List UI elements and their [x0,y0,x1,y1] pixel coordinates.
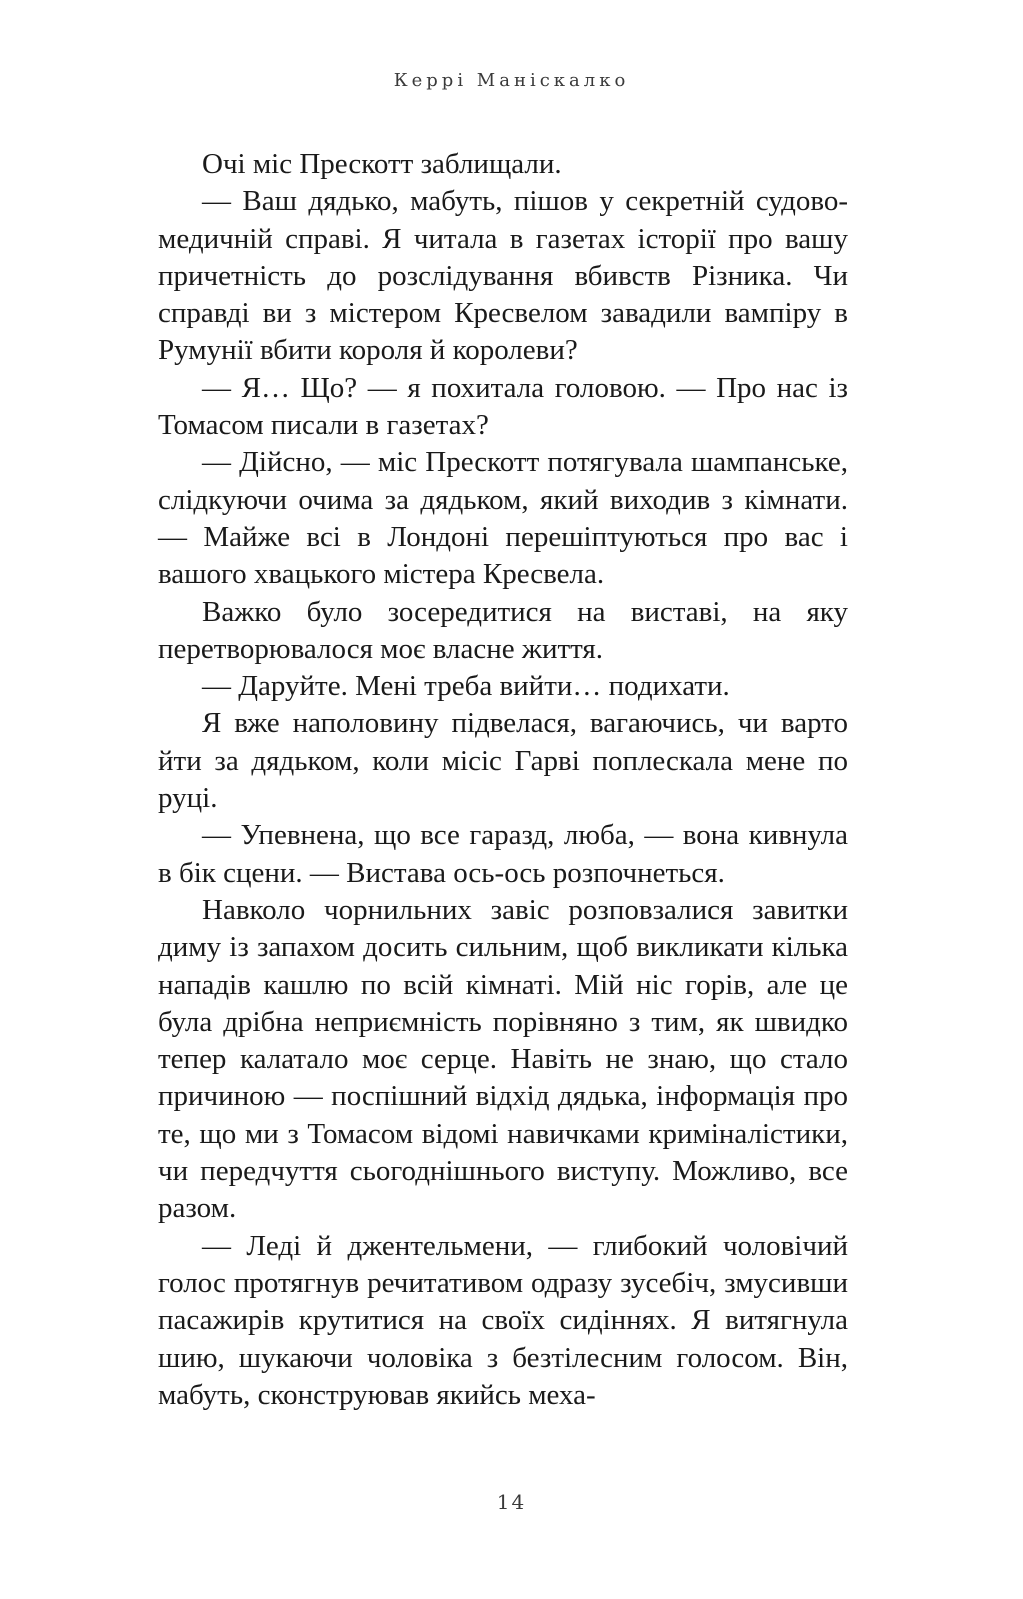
paragraph: — Дійсно, — міс Прескотт потягувала шампанське, слідкуючи очима за дядьком, який виходив з кімнати. — Майже всі в Лондоні перешіптуються про вас і вашого хвацького містера Кресвела. [158,446,848,591]
running-header-author: Керрі Маніскалко [393,70,630,91]
paragraph: Очі міс Прескотт заблищали. [202,148,562,180]
paragraph: — Ваш дядько, мабуть, пішов у секретній судово-медичній справі. Я читала в газетах історії про вашу причетність до розслідування вбивств Різника. Чи справді ви з містером Кресвелом завадили вампіру в Румунії вбити короля й королеви? [158,185,848,367]
paragraph: Навколо чорнильних завіс розповзалися завитки диму із запахом досить сильним, щоб викликати кілька нападів кашлю по всій кімнаті. Мій ніс горів, але це була дрібна неприємність порівняно з тим, як швидко тепер калатало моє серце. Навіть не знаю, що стало причиною — поспішний відхід дядька, інформація про те, що ми з Томасом відомі навичками криміналістики, чи передчуття сьогоднішнього виступу. Можливо, все разом. [158,893,848,1225]
paragraph: — Я… Що? — я похитала головою. — Про нас із Томасом писали в газетах? [158,371,848,442]
paragraph: — Даруйте. Мені треба вийти… подихати. [202,670,730,703]
paragraph: — Упевнена, що все гаразд, люба, — вона кивнула в бік сцени. — Вистава ось-ось розпочнеться. [158,819,848,889]
body-text [158,146,848,1414]
paragraph: — Леді й джентельмени, — глибокий чоловічий голос протягнув речитативом одразу зусебіч, змусивши пасажирів крутитися на своїх сидіннях. Я витягнула шию, шукаючи чоловіка з безтілесним голосом. Він, мабуть, сконструював якийсь меха- [158,1229,848,1411]
paragraph: Важко було зосередитися на виставі, на яку перетворювалося моє власне життя. [158,595,848,665]
page-number: 14 [496,1490,527,1514]
paragraph: Я вже наполовину підвелася, вагаючись, чи варто йти за дядьком, коли місіс Гарві поплескала мене по руці. [158,707,848,815]
